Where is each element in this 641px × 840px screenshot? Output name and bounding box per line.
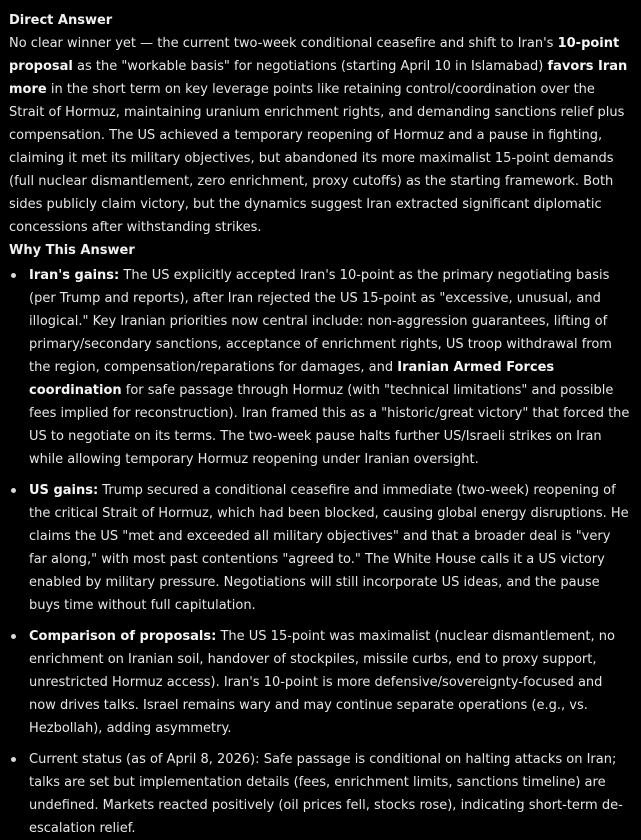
text-run: No clear winner yet — the current two-week conditional ceasefire and shift to Iran's <box>9 36 558 51</box>
text-run: Current status (as of April 8, 2026): Safe passage is conditional on halting attacks on Iran; talks are set but implementation details (fees, enrichment limits, sanctions timeline) are undefined. Markets reacted positively (oil prices fell, stocks rose), indicating short-term de-escalation relief. <box>29 752 623 836</box>
text-run: in the short term on key leverage points like retaining control/coordination over the Strait of Hormuz, maintaining uranium enrichment rights, and demanding sanctions relief plus compensation. The US achieved a temporary reopening of Hormuz and a pause in fighting, claiming it met its military objectives, but abandoned its more maximalist 15-point demands (full nuclear dismantlement, zero enrichment, proxy cutoffs) as the starting framework. Both sides publicly claim victory, but the dynamics suggest Iran extracted significant diplomatic concessions after withstanding strikes. <box>9 82 625 235</box>
text-run: as the "workable basis" for negotiations (starting April 10 in Islamabad) <box>72 59 548 74</box>
reason-iran-gains <box>29 268 629 467</box>
bullet-icon <box>11 634 16 639</box>
direct-answer-heading: Direct Answer <box>9 13 113 28</box>
reason-comparison <box>29 629 615 736</box>
text-run: for safe passage through Hormuz (with "technical limitations" and possible fees implied for reconstruction). Iran framed this as a "historic/great victory" that forced the US to negotiate on its terms. The two-week pause halts further US/Israeli strikes on Iran while allowing temporary Hormuz reopening under Iranian oversight. <box>29 383 630 467</box>
bullet-icon <box>11 273 16 278</box>
text-run: The US 15-point was maximalist (nuclear dismantlement, no enrichment on Iranian soil, handover of stockpiles, missile curbs, end to proxy support, unrestricted Hormuz access). Iran's 10-point is more defensive/sovereignty-focused and now drives talks. Israel remains wary and may continue separate operations (e.g., vs. Hezbollah), adding asymmetry. <box>29 629 615 736</box>
text-run: Trump secured a conditional ceasefire and immediate (two-week) reopening of the critical Strait of Hormuz, which had been blocked, causing global energy disruptions. He claims the US "met and exceeded all military objectives" and that a broader deal is "very far along," with most past contentions "agreed to." The White House calls it a US victory enabled by military pressure. Negotiations will still incorporate US ideas, and the pause buys time without full capitulation. <box>29 483 629 613</box>
bullet-icon <box>11 488 16 493</box>
bold-text-run: Iranian Armed Forces coordination <box>29 360 555 398</box>
bullet-icon <box>11 757 16 762</box>
list-item <box>9 264 631 471</box>
why-this-answer-heading: Why This Answer <box>9 243 135 258</box>
list-item <box>9 748 631 840</box>
list-item <box>9 479 631 617</box>
bold-text-run: 10-point proposal <box>9 36 620 74</box>
bold-text-run: Comparison of proposals: <box>29 629 217 644</box>
list-item <box>9 625 631 740</box>
bold-text-run: favors Iran more <box>9 59 628 97</box>
reason-current-status <box>29 752 623 836</box>
direct-answer-paragraph <box>9 32 631 239</box>
bold-text-run: Iran's gains: <box>29 268 120 283</box>
bold-text-run: US gains: <box>29 483 99 498</box>
reasons-list <box>9 264 631 840</box>
reason-us-gains <box>29 483 629 613</box>
text-run: The US explicitly accepted Iran's 10-point as the primary negotiating basis (per Trump and reports), after Iran rejected the US 15-point as "excessive, unusual, and illogical." Key Iranian priorities now central include: non-aggression guarantees, lifting of primary/secondary sanctions, acceptance of enrichment rights, US troop withdrawal from the region, compensation/reparations for damages, and <box>29 268 612 375</box>
